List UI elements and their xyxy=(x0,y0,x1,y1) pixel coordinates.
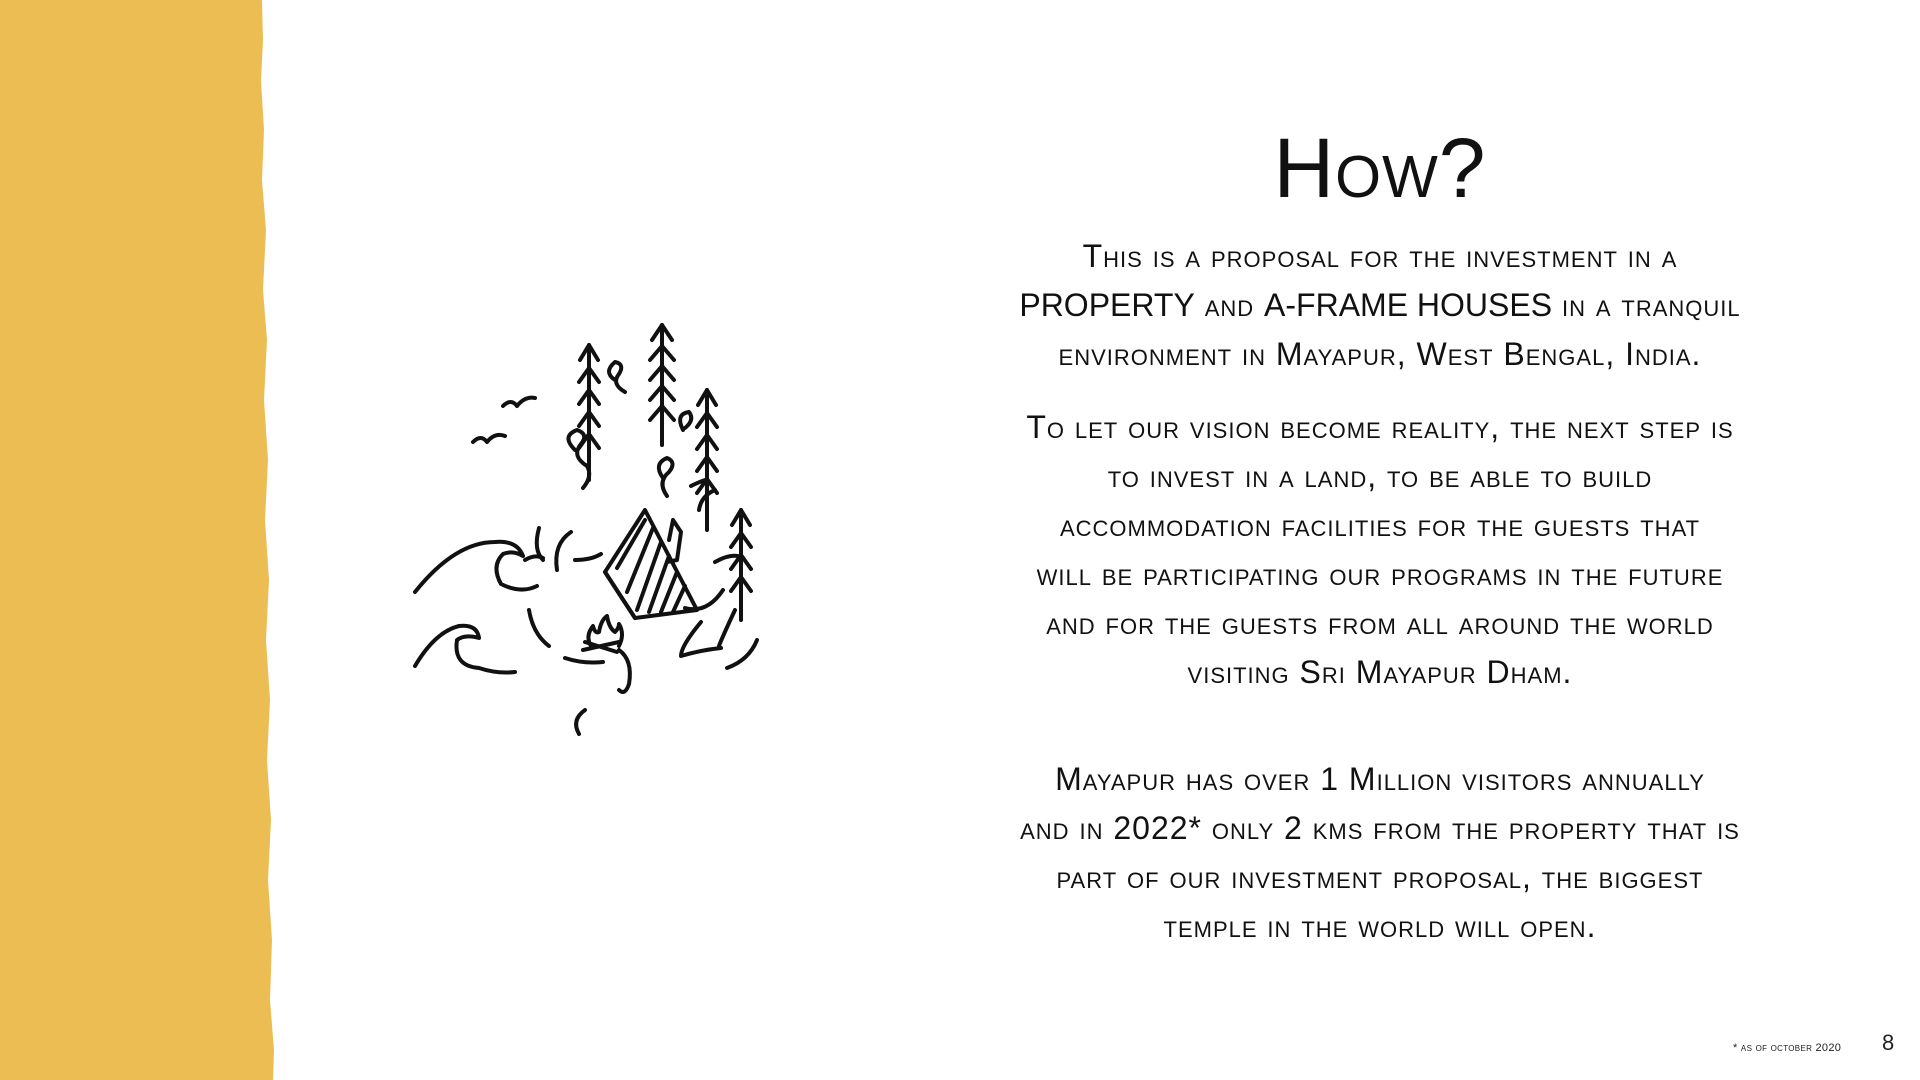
ground-stroke xyxy=(556,532,571,570)
smoke-swirl-icon xyxy=(609,362,625,392)
visitors-line: Mayapur has over 1 Million visitors annually xyxy=(1055,761,1705,797)
bird-icon xyxy=(473,435,505,442)
proposal-connector: and xyxy=(1194,287,1265,323)
visitors-paragraph xyxy=(950,755,1810,951)
ground-stroke xyxy=(719,610,735,646)
vision-line: visiting Sri Mayapur Dham. xyxy=(1187,654,1573,690)
page-number: 8 xyxy=(1882,1030,1895,1055)
a-frame-cabin-icon xyxy=(605,510,697,618)
bird-icon xyxy=(503,398,535,406)
vision-line: to invest in a land, to be able to build xyxy=(1107,458,1653,494)
ground-stroke xyxy=(727,640,757,668)
footnote: * as of october 2020 xyxy=(1733,1042,1842,1054)
brush-stroke-band xyxy=(0,0,274,1080)
ground-stroke xyxy=(565,658,603,663)
cabin-in-forest-illustration xyxy=(405,310,875,750)
ground-stroke xyxy=(537,528,543,560)
vision-paragraph xyxy=(950,403,1810,697)
ground-stroke xyxy=(619,650,630,692)
campfire-icon xyxy=(583,616,622,652)
ground-stroke xyxy=(575,554,601,560)
visitors-line: part of our investment proposal, the biggest xyxy=(1056,859,1704,895)
proposal-line: This is a proposal for the investment in a xyxy=(1082,238,1678,274)
slide-content xyxy=(950,120,1810,951)
smoke-swirl-icon xyxy=(659,458,673,496)
vision-line: and for the guests from all around the world xyxy=(1046,605,1714,641)
pine-tree-icon xyxy=(650,325,674,445)
page-title: How? xyxy=(1273,121,1487,215)
ground-stroke xyxy=(681,622,721,656)
vision-line: will be participating our programs in the future xyxy=(1036,556,1724,592)
vision-line: accommodation facilities for the guests that xyxy=(1059,507,1701,543)
property-word: PROPERTY xyxy=(1019,287,1195,323)
decorative-side-band xyxy=(0,0,285,1080)
visitors-line: and in 2022* only 2 kms from the property that is xyxy=(1020,810,1740,846)
smoke-swirl-icon xyxy=(680,412,691,430)
proposal-line: environment in Mayapur, West Bengal, India. xyxy=(1058,336,1702,372)
ground-stroke xyxy=(576,710,585,734)
ground-stroke xyxy=(529,610,549,646)
a-frame-houses-word: A-FRAME HOUSES xyxy=(1264,287,1553,323)
visitors-line: temple in the world will open. xyxy=(1163,908,1597,944)
hill-stroke xyxy=(415,542,537,592)
hill-stroke xyxy=(415,626,515,673)
pine-tree-icon xyxy=(731,510,751,620)
proposal-paragraph xyxy=(950,232,1810,379)
vision-line: To let our vision become reality, the next step is xyxy=(1026,409,1734,445)
proposal-line-end: in a tranquil xyxy=(1552,287,1741,323)
